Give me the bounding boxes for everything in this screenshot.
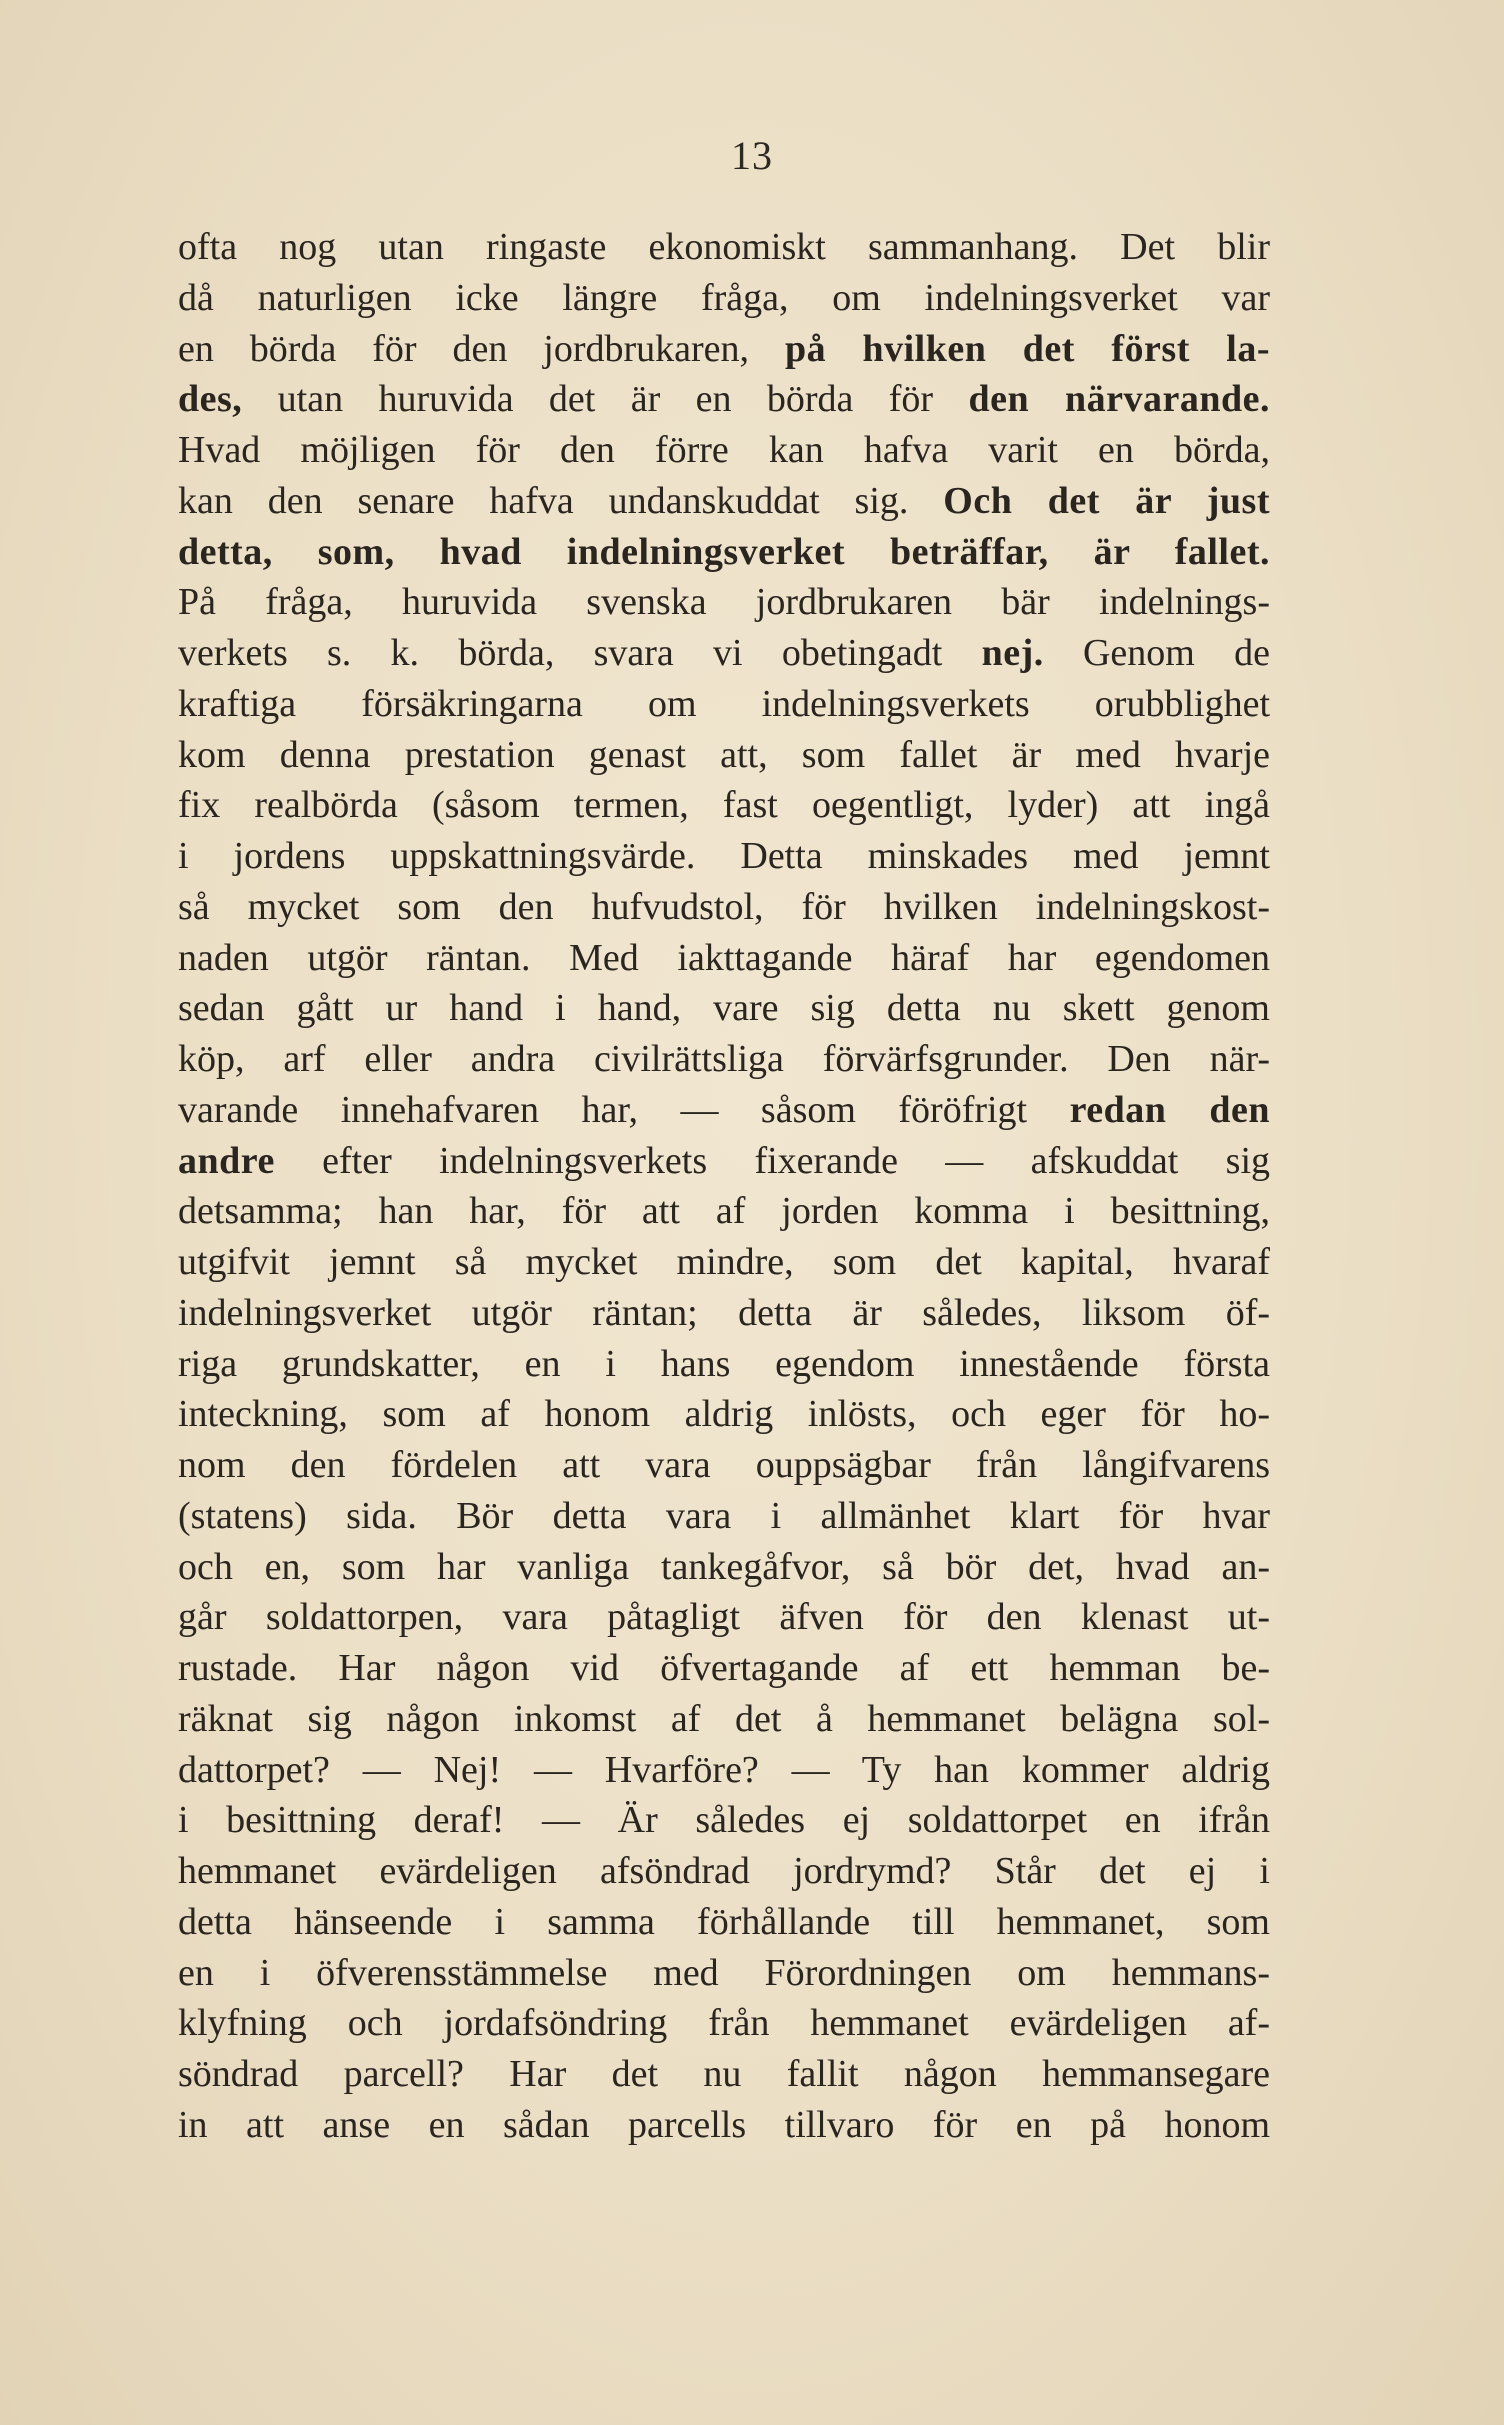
text-run: naden utgör räntan. Med iakttagande häraf har egendomen xyxy=(178,936,1270,979)
text-line xyxy=(178,577,1270,628)
text-run: ofta nog utan ringaste ekonomiskt sammanhang. Det blir xyxy=(178,226,1270,268)
text-run: utgifvit jemnt så mycket mindre, som det kapital, hvaraf xyxy=(178,1241,1270,1283)
text-line xyxy=(178,1288,1270,1339)
text-line xyxy=(178,273,1270,324)
text-run: kraftiga försäkringarna om indelningsverkets orubblighet xyxy=(178,682,1270,725)
text-run: en börda för den jordbrukaren, xyxy=(178,327,785,370)
text-run: räknat sig någon inkomst af det å hemmanet belägna sol- xyxy=(178,1697,1270,1740)
text-line xyxy=(178,222,1270,273)
text-run: inteckning, som af honom aldrig inlösts, och eger för ho- xyxy=(178,1393,1270,1436)
bold-text-run: redan den xyxy=(1069,1088,1270,1131)
text-line xyxy=(178,780,1270,831)
text-run: Genom de xyxy=(1043,632,1270,674)
bold-text-run: andre xyxy=(178,1139,275,1182)
text-run: in att anse en sådan parcells tillvaro för en på honom xyxy=(178,2103,1270,2146)
text-line xyxy=(178,1745,1270,1796)
bold-text-run: des, xyxy=(178,378,243,421)
text-line xyxy=(178,1136,1270,1187)
text-run: Hvad möjligen för den förre kan hafva varit en börda, xyxy=(178,429,1270,471)
bold-text-run: nej. xyxy=(981,632,1044,674)
text-run: hemmanet evärdeligen afsöndrad jordrymd? Står det ej i xyxy=(178,1850,1270,1892)
text-run: verkets s. k. börda, svara vi obetingadt xyxy=(178,632,982,674)
text-line xyxy=(178,730,1270,781)
text-run: och en, som har vanliga tankegåfvor, så bör det, hvad an- xyxy=(178,1545,1270,1588)
text-line xyxy=(178,1085,1270,1136)
text-run: kom denna prestation genast att, som fallet är med hvarje xyxy=(178,733,1270,776)
text-line xyxy=(178,476,1270,527)
text-line xyxy=(178,1491,1270,1542)
text-line xyxy=(178,1897,1270,1948)
page-number: 13 xyxy=(731,133,773,178)
body-text xyxy=(178,222,1270,2151)
text-run: rustade. Har någon vid öfvertagande af ett hemman be- xyxy=(178,1647,1270,1689)
text-run: söndrad parcell? Har det nu fallit någon hemmansegare xyxy=(178,2053,1270,2095)
text-run: (statens) sida. Bör detta vara i allmänhet klart för hvar xyxy=(178,1494,1270,1537)
text-line xyxy=(178,374,1270,425)
text-run: detsamma; han har, för att af jorden komma i besittning, xyxy=(178,1190,1270,1233)
text-run: riga grundskatter, en i hans egendom innestående första xyxy=(178,1342,1270,1385)
text-line xyxy=(178,2049,1270,2100)
text-line xyxy=(178,1440,1270,1491)
text-line xyxy=(178,1542,1270,1593)
text-line xyxy=(178,1339,1270,1390)
text-line xyxy=(178,1186,1270,1237)
text-run: efter indelningsverkets fixerande — afskuddat sig xyxy=(274,1139,1270,1182)
text-line xyxy=(178,831,1270,882)
text-line xyxy=(178,527,1270,578)
text-run: På fråga, huruvida svenska jordbrukaren bär indelnings- xyxy=(178,581,1270,624)
text-line xyxy=(178,882,1270,933)
text-line xyxy=(178,679,1270,730)
text-run: varande innehafvaren har, — såsom föröfrigt xyxy=(178,1088,1070,1131)
text-line xyxy=(178,1389,1270,1440)
text-line xyxy=(178,1237,1270,1288)
text-line xyxy=(178,425,1270,476)
text-run: indelningsverket utgör räntan; detta är således, liksom öf- xyxy=(178,1291,1270,1334)
text-run: i jordens uppskattningsvärde. Detta minskades med jemnt xyxy=(178,835,1270,877)
text-run: fix realbörda (såsom termen, fast oegentligt, lyder) att ingå xyxy=(178,784,1270,827)
text-run: då naturligen icke längre fråga, om indelningsverket var xyxy=(178,276,1270,319)
text-run: nom den fördelen att vara ouppsägbar från långifvarens xyxy=(178,1444,1270,1486)
text-line xyxy=(178,1694,1270,1745)
text-run: går soldattorpen, vara påtagligt äfven för den klenast ut- xyxy=(178,1596,1270,1639)
text-run: klyfning och jordafsöndring från hemmanet evärdeligen af- xyxy=(178,2002,1270,2045)
bold-text-run: den närvarande. xyxy=(968,378,1270,421)
text-run: dattorpet? — Nej! — Hvarföre? — Ty han kommer aldrig xyxy=(178,1748,1270,1791)
text-run: utan huruvida det är en börda för xyxy=(242,378,969,421)
text-line xyxy=(178,1948,1270,1999)
text-run: så mycket som den hufvudstol, för hvilken indelningskost- xyxy=(178,885,1270,928)
bold-text-run: Och det är just xyxy=(943,479,1270,522)
text-run: i besittning deraf! — Är således ej soldattorpet en ifrån xyxy=(178,1799,1270,1842)
text-line xyxy=(178,983,1270,1034)
text-line xyxy=(178,1846,1270,1897)
text-line xyxy=(178,1034,1270,1085)
text-line xyxy=(178,324,1270,375)
text-line xyxy=(178,628,1270,679)
text-line xyxy=(178,1998,1270,2049)
text-line xyxy=(178,2100,1270,2151)
text-run: köp, arf eller andra civilrättsliga förvärfsgrunder. Den när- xyxy=(178,1038,1270,1080)
text-run: kan den senare hafva undanskuddat sig. xyxy=(178,479,944,522)
text-line xyxy=(178,933,1270,984)
bold-text-run: detta, som, hvad indelningsverket beträffar, är fallet. xyxy=(178,530,1270,573)
text-run: sedan gått ur hand i hand, vare sig detta nu skett genom xyxy=(178,987,1270,1030)
text-line xyxy=(178,1592,1270,1643)
text-line xyxy=(178,1795,1270,1846)
text-run: detta hänseende i samma förhållande till hemmanet, som xyxy=(178,1900,1270,1943)
text-line xyxy=(178,1643,1270,1694)
bold-text-run: på hvilken det först la- xyxy=(784,327,1270,370)
text-run: en i öfverensstämmelse med Förordningen om hemmans- xyxy=(178,1951,1270,1994)
